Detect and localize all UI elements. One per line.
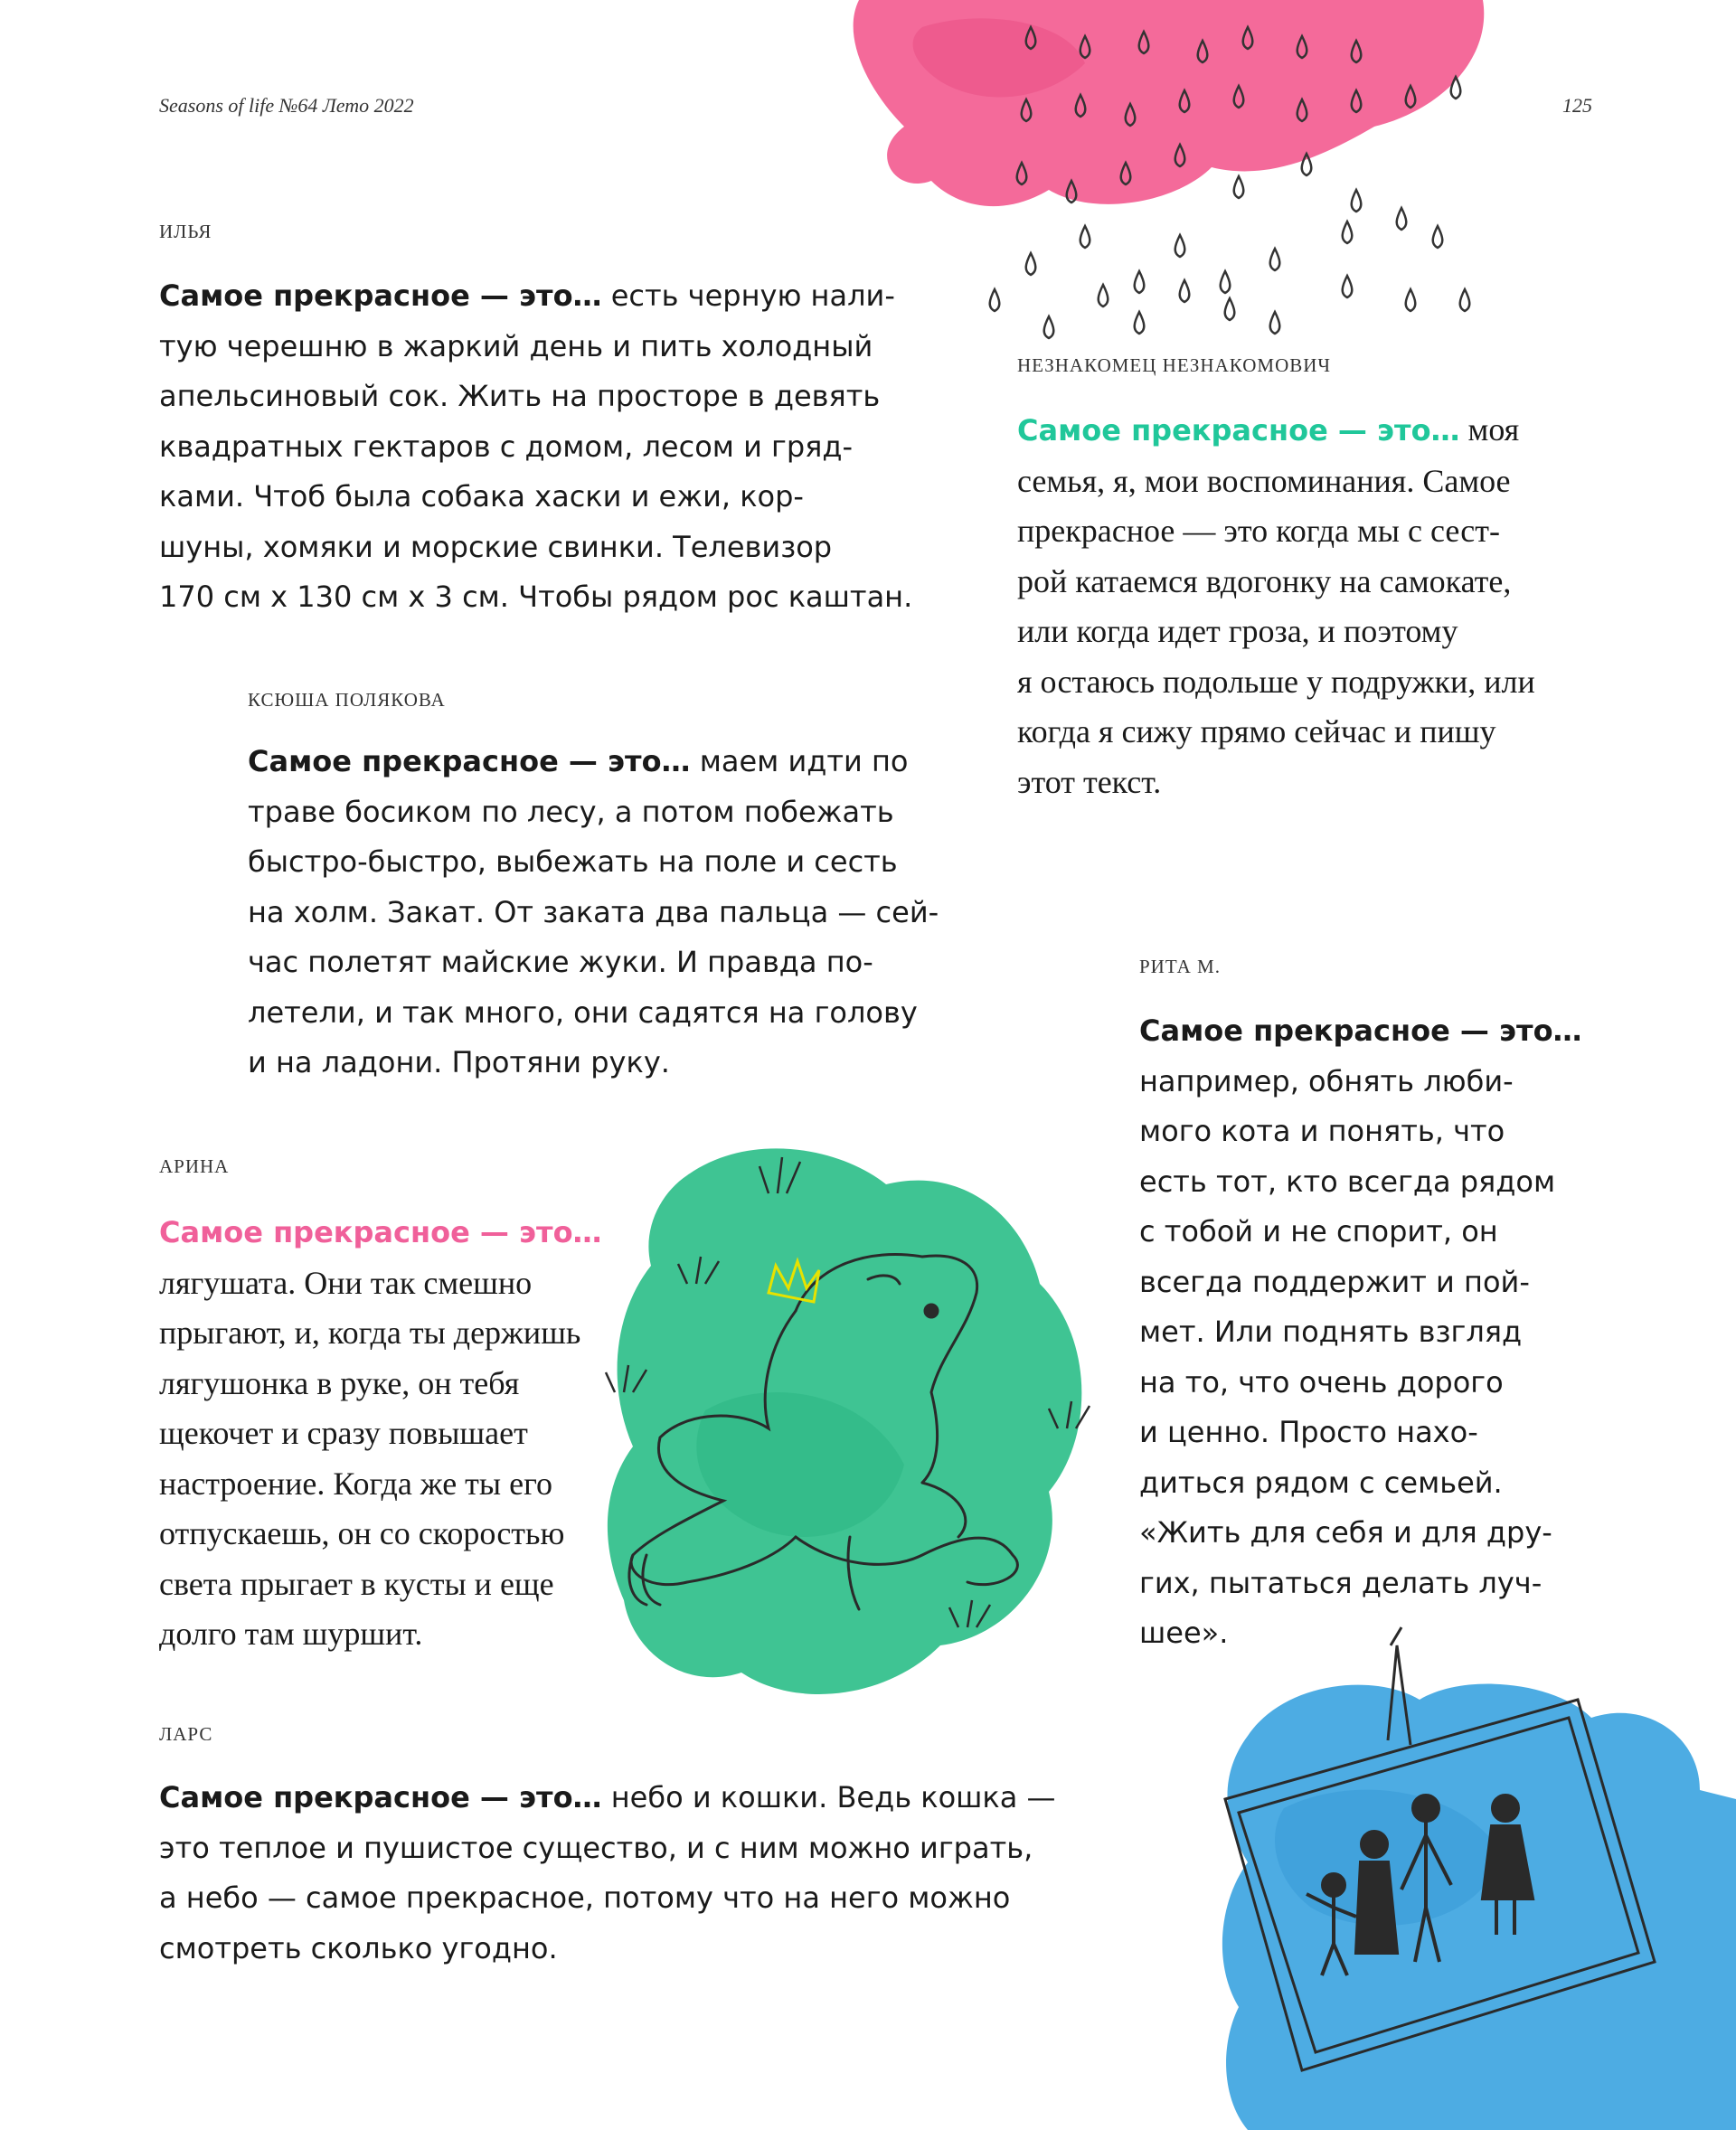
entry-line: и ценно. Просто нахо-	[1139, 1415, 1478, 1449]
entry-line: всегда поддержит и пой-	[1139, 1264, 1530, 1299]
picture-frame	[1225, 1627, 1655, 2070]
entry-line: и на ладони. Протяни руку.	[248, 1045, 670, 1079]
page-number: 125	[1562, 94, 1592, 117]
entry-line: 170 см х 130 см х 3 см. Чтобы рядом рос каштан.	[159, 580, 913, 614]
blue-blob	[1222, 1684, 1736, 2130]
author-neznakomets: НЕЗНАКОМЕЦ НЕЗНАКОМОВИЧ	[1017, 354, 1332, 376]
entry-line: Самое прекрасное — это… небо и кошки. Ведь кошка —	[159, 1780, 1056, 1814]
entry-line: долго там шуршит.	[159, 1616, 423, 1652]
entry-lars	[159, 1773, 1056, 1974]
entry-line: Самое прекрасное — это… моя	[1017, 411, 1520, 448]
raindrop	[1175, 235, 1185, 257]
entry-line	[159, 1207, 602, 1258]
family-figures	[1307, 1795, 1533, 1975]
entry-line: быстро-быстро, выбежать на поле и сесть	[248, 844, 898, 879]
entry-line: на холм. Закат. От заката два пальца — сей-	[248, 894, 939, 929]
raindrop	[1343, 276, 1353, 297]
entry-line: щекочет и сразу повышает	[159, 1415, 528, 1451]
entry-line: мого кота и понять, что	[1139, 1114, 1505, 1148]
entry-line: я остаюсь подольше у подружки, или	[1017, 663, 1535, 700]
raindrop	[1135, 271, 1145, 293]
raindrop	[1343, 221, 1353, 243]
entry-rita	[1139, 1006, 1582, 1659]
entry-line: «Жить для себя и для дру-	[1139, 1515, 1552, 1550]
entry-line: гих, пытаться делать луч-	[1139, 1565, 1543, 1600]
entry-line: а небо — самое прекрасное, потому что на него можно	[159, 1880, 1011, 1915]
entry-lead: Самое прекрасное — это…	[159, 1780, 602, 1814]
entry-line: ками. Чтоб была собака хаски и ежи, кор-	[159, 479, 804, 514]
entry-line: шее».	[1139, 1616, 1229, 1650]
raindrop	[990, 289, 1000, 311]
entry-line: с тобой и не спорит, он	[1139, 1214, 1498, 1249]
raindrop	[1180, 280, 1190, 302]
author-ilya: ИЛЬЯ	[159, 221, 212, 242]
entry-ksyusha	[248, 737, 939, 1089]
entry-lead: Самое прекрасное — это…	[1139, 1013, 1582, 1048]
raindrop	[1225, 298, 1235, 320]
entry-line: летели, и так много, они садятся на голову	[248, 994, 918, 1030]
entry-line: диться рядом с семьей.	[1139, 1465, 1503, 1500]
raindrop	[1270, 249, 1280, 270]
entry-line: квадратных гектаров с домом, лесом и гряд-	[159, 429, 854, 464]
running-title: Seasons of life №64 Лето 2022	[159, 94, 414, 117]
author-lars: ЛАРС	[159, 1723, 213, 1745]
entry-line: тую черешню в жаркий день и пить холодный	[159, 328, 873, 363]
entry-line: есть тот, кто всегда рядом	[1139, 1164, 1556, 1199]
raindrop	[1397, 208, 1407, 230]
entry-ilya	[159, 271, 912, 623]
entry-line: рой катаемся вдогонку на самокате,	[1017, 562, 1512, 599]
raindrop	[1135, 312, 1145, 334]
entry-line: или когда идет гроза, и поэтому	[1017, 613, 1458, 649]
entry-line: это теплое и пушистое существо, и с ним можно играть,	[159, 1830, 1033, 1865]
entry-line	[1139, 1006, 1582, 1057]
entry-line: Самое прекрасное — это… есть черную нали-	[159, 278, 895, 313]
entry-line: семья, я, мои воспоминания. Самое	[1017, 462, 1511, 499]
entry-line: на то, что очень дорого	[1139, 1364, 1504, 1400]
author-ksyusha: КСЮША ПОЛЯКОВА	[248, 689, 446, 711]
entry-neznakomets	[1017, 405, 1535, 807]
entry-line: этот текст.	[1017, 763, 1162, 800]
entry-line: час полетят майские жуки. И правда по-	[248, 945, 873, 979]
entry-lead: Самое прекрасное — это…	[1017, 413, 1460, 448]
entry-arina	[159, 1207, 602, 1660]
entry-lead: Самое прекрасное — это…	[248, 744, 691, 778]
raindrop	[1234, 176, 1244, 198]
frog-drawing	[629, 1255, 1017, 1610]
entry-line: прекрасное — это когда мы с сест-	[1017, 513, 1500, 549]
raindrop	[1044, 316, 1054, 338]
entry-line: прыгают, и, когда ты держишь	[159, 1315, 581, 1351]
entry-line: когда я сижу прямо сейчас и пишу	[1017, 713, 1496, 749]
entry-lead: Самое прекрасное — это…	[159, 1215, 602, 1249]
entry-line: лягушата. Они так смешно	[159, 1264, 533, 1301]
raindrop	[1080, 226, 1090, 248]
raindrop	[1352, 190, 1362, 212]
green-blob	[608, 1148, 1081, 1694]
entry-lead: Самое прекрасное — это…	[159, 278, 602, 313]
entry-line: настроение. Когда же ты его	[159, 1465, 552, 1502]
entry-line: смотреть сколько угодно.	[159, 1930, 558, 1965]
frog-crown	[769, 1261, 819, 1302]
raindrop	[1406, 289, 1416, 311]
grass-tufts	[606, 1157, 1090, 1627]
raindrop	[1270, 312, 1280, 334]
entry-line: лягушонка в руке, он тебя	[159, 1364, 520, 1401]
entry-line: отпускаешь, он со скоростью	[159, 1515, 565, 1551]
raindrop	[1026, 253, 1036, 275]
entry-line: апельсиновый сок. Жить на просторе в девять	[159, 379, 881, 413]
author-arina: АРИНА	[159, 1155, 230, 1177]
entry-line: траве босиком по лесу, а потом побежать	[248, 794, 894, 829]
author-rita: РИТА М.	[1139, 956, 1221, 977]
entry-line: Самое прекрасное — это… маем идти по	[248, 744, 909, 778]
raindrop	[1433, 226, 1443, 248]
entry-line: например, обнять люби-	[1139, 1063, 1514, 1098]
raindrop	[1221, 271, 1231, 293]
raindrop	[1099, 285, 1109, 306]
entry-line: шуны, хомяки и морские свинки. Телевизор	[159, 529, 833, 564]
raindrop	[1460, 289, 1470, 311]
entry-line: света прыгает в кусты и еще	[159, 1565, 554, 1602]
entry-line: мет. Или поднять взгляд	[1139, 1315, 1523, 1349]
